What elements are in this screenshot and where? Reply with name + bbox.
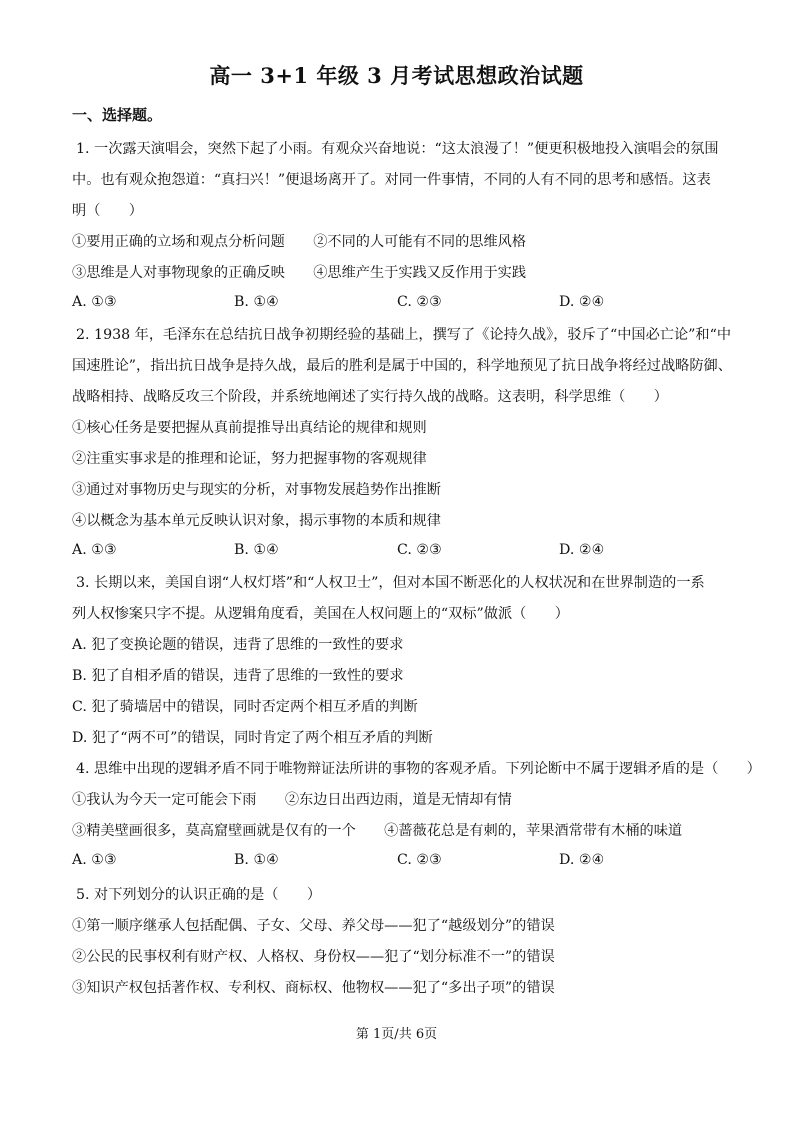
q1-statement-2: ③思维是人对事物现象的正确反映 ④思维产生于实践又反作用于实践	[72, 265, 527, 281]
page-title: 高一 3+1 年级 3 月考试思想政治试题	[209, 63, 584, 88]
q4-statement-2: ③精美壁画很多，莫高窟壁画就是仅有的一个 ④蔷薇花总是有刺的，苹果酒常带有木桶的味道	[72, 823, 683, 839]
q2-statement-1: ①核心任务是要把握从真前提推导出真结论的规律和规则	[72, 420, 427, 436]
q4-option-a: A. ①③	[72, 852, 117, 868]
q1-stem-line-1: 1. 一次露天演唱会，突然下起了小雨。有观众兴奋地说：“这太浪漫了！”便更积极地投入演唱会的氛围	[76, 141, 719, 157]
q3-stem-line-1: 3. 长期以来，美国自诩“人权灯塔”和“人权卫士”，但对本国不断恶化的人权状况和在世界制造的一系	[76, 575, 705, 591]
q4-stem-line-1: 4. 思维中出现的逻辑矛盾不同于唯物辩证法所讲的事物的客观矛盾。下列论断中不属于逻辑矛盾的是（ ）	[76, 761, 761, 777]
q3-option-b: B. 犯了自相矛盾的错误，违背了思维的一致性的要求	[72, 668, 404, 684]
q1-option-d: D. ②④	[559, 294, 605, 310]
q1-stem-line-3: 明（ ）	[72, 203, 143, 219]
q3-option-d: D. 犯了“两不可”的错误，同时肯定了两个相互矛盾的判断	[72, 730, 433, 746]
q5-statement-2: ②公民的民事权利有财产权、人格权、身份权——犯了“划分标准不一”的错误	[72, 949, 555, 965]
q4-statement-1: ①我认为今天一定可能会下雨 ②东边日出西边雨，道是无情却有情	[72, 792, 512, 808]
q4-option-d: D. ②④	[559, 852, 605, 868]
q2-option-a: A. ①③	[72, 542, 117, 558]
q2-stem-line-2: 国速胜论”，指出抗日战争是持久战，最后的胜利是属于中国的，科学地预见了抗日战争将经过战略防御、	[72, 358, 732, 374]
q2-statement-4: ④以概念为基本单元反映认识对象，揭示事物的本质和规律	[72, 513, 441, 529]
q4-options	[72, 852, 632, 872]
q5-statement-1: ①第一顺序继承人包括配偶、子女、父母、养父母——犯了“越级划分”的错误	[72, 918, 555, 934]
q5-statement-3: ③知识产权包括著作权、专利权、商标权、他物权——犯了“多出子项”的错误	[72, 980, 555, 996]
q1-options	[72, 294, 632, 314]
q4-option-c: C. ②③	[397, 852, 442, 868]
q1-option-b: B. ①④	[234, 294, 279, 310]
page-footer: 第 1页/共 6页	[355, 1027, 438, 1042]
q1-statement-1: ①要用正确的立场和观点分析问题 ②不同的人可能有不同的思维风格	[72, 234, 527, 250]
q5-stem-line-1: 5. 对下列划分的认识正确的是（ ）	[76, 887, 322, 903]
section-heading: 一、选择题。	[72, 106, 163, 124]
q2-statement-2: ②注重实事求是的推理和论证，努力把握事物的客观规律	[72, 451, 427, 467]
q2-option-d: D. ②④	[559, 542, 605, 558]
q2-option-b: B. ①④	[234, 542, 279, 558]
q1-option-c: C. ②③	[397, 294, 442, 310]
q2-statement-3: ③通过对事物历史与现实的分析，对事物发展趋势作出推断	[72, 482, 441, 498]
q1-option-a: A. ①③	[72, 294, 117, 310]
q3-option-a: A. 犯了变换论题的错误，违背了思维的一致性的要求	[72, 637, 404, 653]
q2-stem-line-1: 2. 1938 年，毛泽东在总结抗日战争初期经验的基础上，撰写了《论持久战》，驳斥了“中国必亡论”和“中	[76, 327, 732, 343]
q1-stem-line-2: 中。也有观众抱怨道：“真扫兴！”便退场离开了。对同一件事情，不同的人有不同的思考和感悟。这表	[72, 172, 711, 188]
q2-stem-line-3: 战略相持、战略反攻三个阶段，并系统地阐述了实行持久战的战略。这表明，科学思维（ ）	[72, 389, 668, 405]
q3-stem-line-2: 列人权惨案只字不提。从逻辑角度看，美国在人权问题上的“双标”做派（ ）	[72, 606, 569, 622]
q2-option-c: C. ②③	[397, 542, 442, 558]
q3-option-c: C. 犯了骑墙居中的错误，同时否定两个相互矛盾的判断	[72, 699, 418, 715]
q4-option-b: B. ①④	[234, 852, 279, 868]
q2-options	[72, 542, 632, 562]
